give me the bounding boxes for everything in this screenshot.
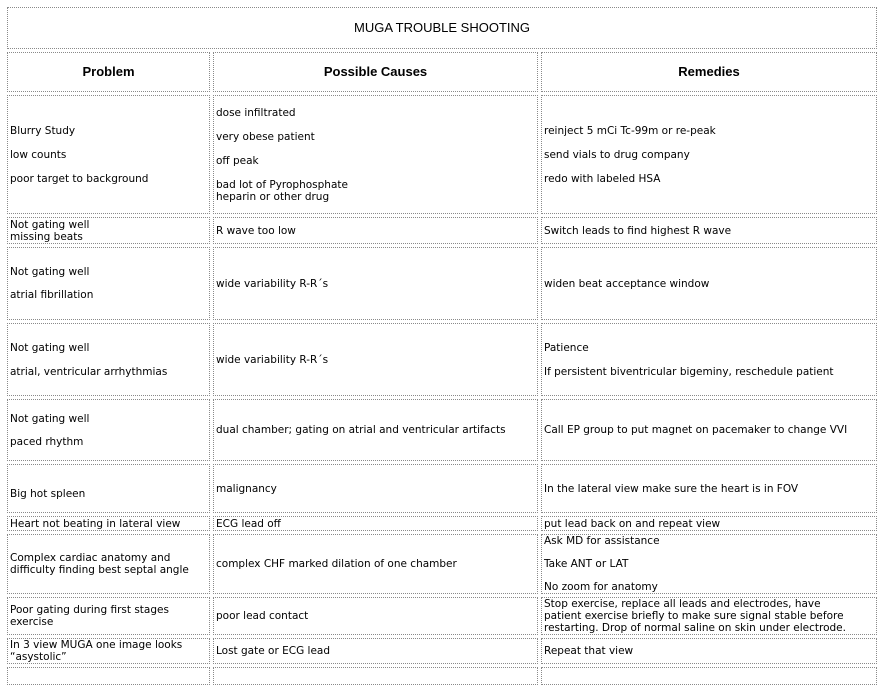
problem-line: exercise: [10, 616, 54, 628]
cause-line: wide variability R-R´s: [216, 353, 329, 366]
remedies-cell: [541, 217, 877, 244]
remedy-line: No zoom for anatomy: [544, 581, 658, 593]
problem-cell: [7, 597, 210, 635]
cause-line: Lost gate or ECG lead: [216, 645, 331, 657]
remedy-line: restarting. Drop of normal saline on skin under electrode.: [544, 622, 846, 634]
table-title: MUGA TROUBLE SHOOTING: [7, 7, 877, 49]
problem-cell: [7, 638, 210, 664]
remedies-cell: [541, 247, 877, 320]
problem-line: Not gating well: [10, 341, 90, 354]
header-remedies: Remedies: [541, 52, 877, 92]
remedy-line: send vials to drug company: [544, 148, 690, 161]
table-row: [7, 597, 877, 635]
cause-line: off peak: [216, 154, 259, 167]
problem-line: difficulty finding best septal angle: [10, 564, 189, 576]
remedies-cell: [541, 638, 877, 664]
problem-line: atrial fibrillation: [10, 289, 94, 301]
problem-cell: [7, 534, 210, 594]
header-problem: Problem: [7, 52, 210, 92]
problem-cell: [7, 667, 210, 685]
remedies-cell: [541, 667, 877, 685]
table-row: [7, 638, 877, 664]
cause-line: dose infiltrated: [216, 106, 296, 119]
problem-line: poor target to background: [10, 172, 149, 185]
remedy-line: patient exercise briefly to make sure signal stable before: [544, 610, 844, 622]
problem-cell: [7, 247, 210, 320]
problem-line: In 3 view MUGA one image looks: [10, 639, 183, 651]
cause-line: R wave too low: [216, 224, 296, 237]
remedy-line: Repeat that view: [544, 645, 634, 657]
cause-line: heparin or other drug: [216, 190, 330, 203]
table-row: [7, 399, 877, 461]
causes-cell: [213, 95, 538, 214]
problem-line: Not gating well: [10, 266, 90, 278]
remedy-line: Call EP group to put magnet on pacemaker to change VVI: [544, 424, 848, 436]
causes-cell: [213, 597, 538, 635]
problem-line: Heart not beating in lateral view: [10, 517, 181, 530]
causes-cell: [213, 667, 538, 685]
causes-cell: [213, 516, 538, 531]
causes-cell: [213, 247, 538, 320]
problem-line: Blurry Study: [10, 124, 76, 137]
remedies-cell: [541, 95, 877, 214]
remedy-line: redo with labeled HSA: [544, 172, 661, 185]
table-row: [7, 95, 877, 214]
problem-cell: [7, 217, 210, 244]
problem-line: atrial, ventricular arrhythmias: [10, 365, 168, 378]
problem-line: Not gating well: [10, 412, 90, 425]
cause-line: malignancy: [216, 482, 277, 495]
cause-line: dual chamber; gating on atrial and ventricular artifacts: [216, 424, 506, 436]
remedy-line: Ask MD for assistance: [544, 535, 660, 547]
causes-cell: [213, 464, 538, 513]
cause-line: poor lead contact: [216, 610, 309, 622]
problem-cell: [7, 95, 210, 214]
remedies-cell: [541, 597, 877, 635]
cause-line: complex CHF marked dilation of one chamber: [216, 558, 457, 570]
muga-document: [4, 4, 880, 688]
cause-line: very obese patient: [216, 130, 315, 143]
cause-line: bad lot of Pyrophosphate: [216, 178, 348, 191]
remedy-line: Stop exercise, replace all leads and electrodes, have: [544, 598, 821, 610]
problem-cell: [7, 516, 210, 531]
problem-line: Poor gating during first stages: [10, 604, 169, 616]
causes-cell: [213, 217, 538, 244]
cause-line: ECG lead off: [216, 517, 281, 530]
remedy-line: Take ANT or LAT: [544, 558, 629, 570]
problem-line: “asystolic”: [10, 651, 67, 663]
remedies-cell: [541, 399, 877, 461]
problem-cell: [7, 323, 210, 396]
problem-line: Not gating well: [10, 218, 90, 231]
remedies-cell: [541, 534, 877, 594]
table-row: [7, 516, 877, 531]
table-row: [7, 323, 877, 396]
remedies-cell: [541, 516, 877, 531]
remedy-line: In the lateral view make sure the heart is in FOV: [544, 482, 799, 495]
troubleshooting-table: [4, 4, 880, 688]
remedy-line: Switch leads to find highest R wave: [544, 224, 732, 237]
remedy-line: Patience: [544, 341, 589, 354]
remedies-cell: [541, 464, 877, 513]
remedy-line: reinject 5 mCi Tc-99m or re-peak: [544, 124, 716, 137]
problem-cell: [7, 399, 210, 461]
table-row: [7, 667, 877, 685]
cause-line: wide variability R-R´s: [216, 277, 329, 290]
table-row: [7, 534, 877, 594]
causes-cell: [213, 534, 538, 594]
problem-line: missing beats: [10, 230, 83, 243]
causes-cell: [213, 399, 538, 461]
problem-line: low counts: [10, 148, 67, 161]
causes-cell: [213, 638, 538, 664]
problem-line: Big hot spleen: [10, 488, 86, 500]
remedies-cell: [541, 323, 877, 396]
remedy-line: put lead back on and repeat view: [544, 517, 721, 530]
table-row: [7, 217, 877, 244]
problem-line: Complex cardiac anatomy and: [10, 552, 171, 564]
header-possible-causes: Possible Causes: [213, 52, 538, 92]
problem-line: paced rhythm: [10, 435, 84, 448]
remedy-line: widen beat acceptance window: [544, 277, 710, 290]
problem-cell: [7, 464, 210, 513]
table-row: [7, 247, 877, 320]
causes-cell: [213, 323, 538, 396]
remedy-line: If persistent biventricular bigeminy, reschedule patient: [544, 365, 834, 378]
table-row: [7, 464, 877, 513]
